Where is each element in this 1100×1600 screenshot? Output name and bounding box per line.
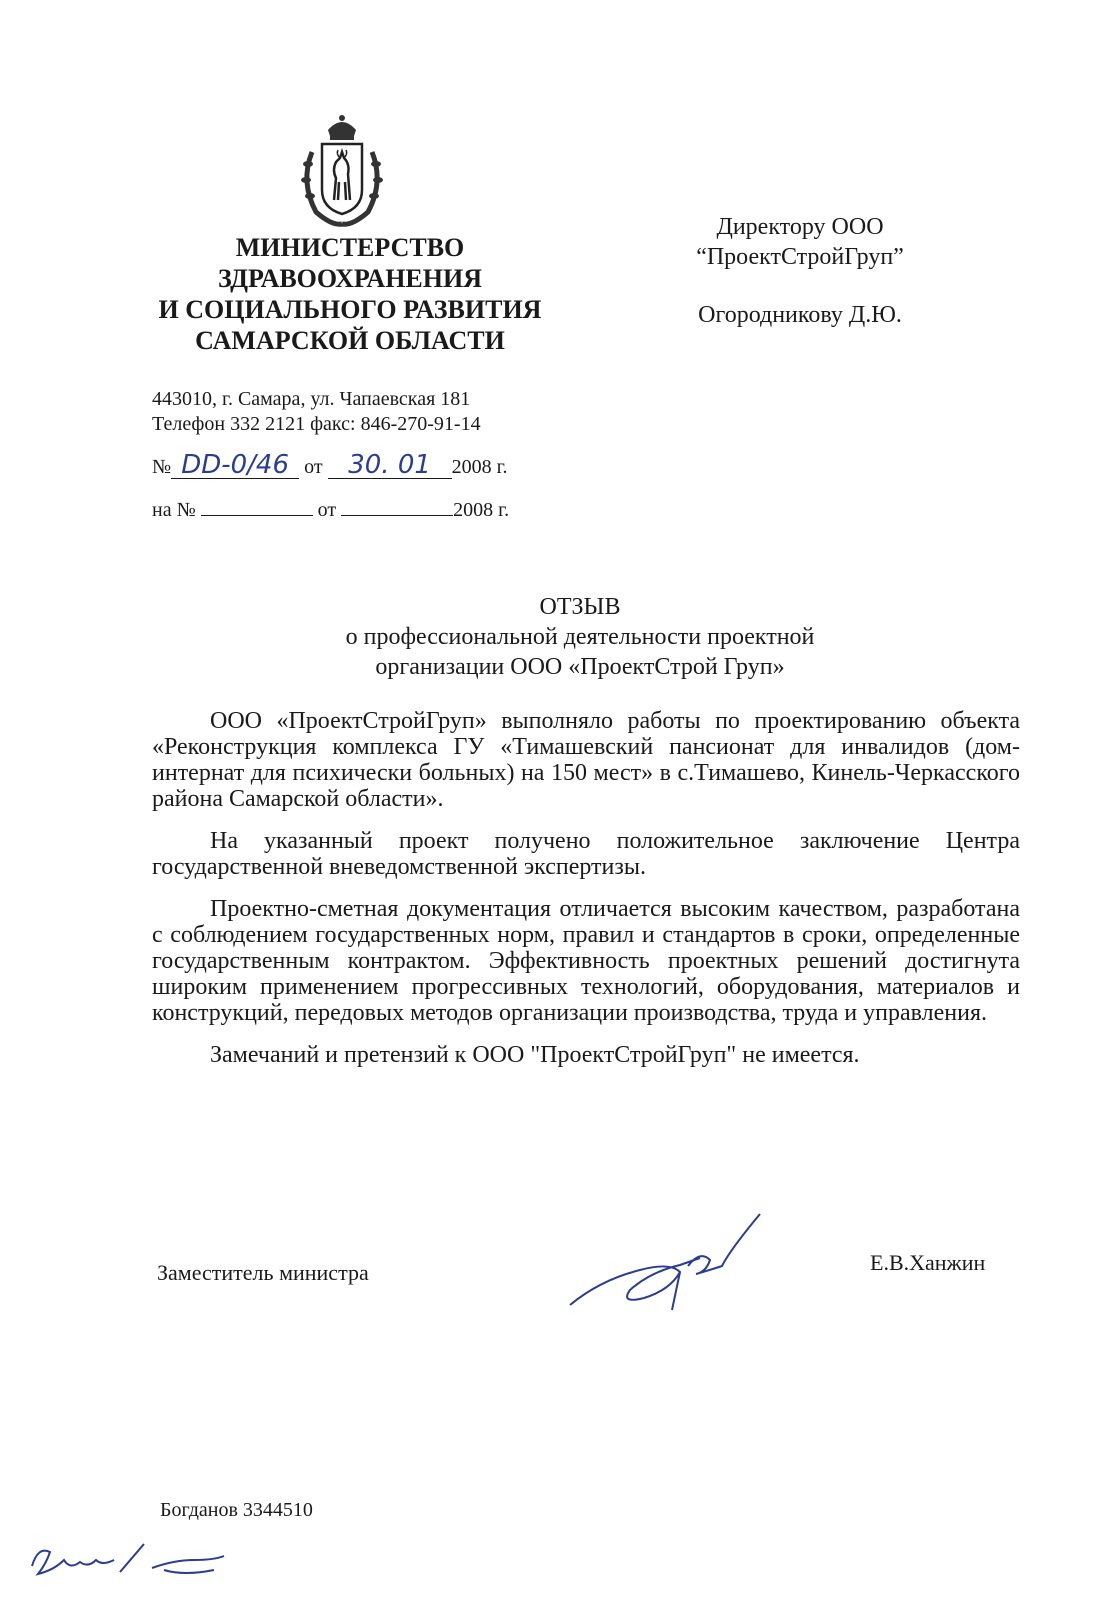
- body-paragraph: Проектно-сметная документация отличается высоким качеством, разработана с соблюдением государственных норм, правил и стандартов в сроки, определенные государственным контрактом. Эффективность проектных решений достигнута широким применением прогрессивных технологий, оборудования, материалов и конструкций, передовых методов организации производства, труда и управления.: [152, 896, 1020, 1026]
- reply-number-blank: [201, 497, 313, 516]
- handwritten-signature: [560, 1210, 780, 1320]
- signatory-position: Заместитель министра: [157, 1260, 369, 1285]
- ministry-line: МИНИСТЕРСТВО: [235, 233, 465, 262]
- signatory-name: Е.В.Ханжин: [870, 1250, 986, 1275]
- from-word: от: [304, 456, 323, 478]
- year-suffix: 2008 г.: [451, 456, 508, 478]
- body-paragraph: Замечаний и претензий к ООО "ПроектСтройГруп" не имеется.: [210, 1042, 860, 1068]
- document-title: [200, 592, 960, 682]
- letter-body: [152, 708, 1020, 1084]
- reply-number-line: [152, 497, 509, 522]
- address-line: 443010, г. Самара, ул. Чапаевская 181: [152, 388, 471, 410]
- body-paragraph: ООО «ПроектСтройГруп» выполняло работы по проектированию объекта «Реконструкция комплекса ГУ «Тимашевский пансионат для инвалидов (дом-интернат для психически больных) на 150 мест» в с.Тимашево, Кинель-Черкасского района Самарской области».: [152, 708, 1020, 812]
- ministry-address: [152, 387, 481, 437]
- number-prefix: №: [152, 456, 172, 478]
- reply-date-blank: [341, 497, 453, 516]
- reply-year-suffix: 2008 г.: [453, 499, 510, 521]
- executor-contact: Богданов 3344510: [160, 1499, 313, 1521]
- coat-of-arms-icon: [292, 112, 392, 232]
- handwritten-date: 30. 01: [328, 452, 452, 479]
- addressee-line: Директору ООО: [716, 214, 884, 240]
- reply-from-word: от: [317, 499, 337, 521]
- ministry-line: САМАРСКОЙ ОБЛАСТИ: [195, 326, 505, 355]
- title-subline: о профессиональной деятельности проектной: [345, 624, 815, 650]
- outgoing-number-line: [152, 452, 508, 479]
- ministry-line: И СОЦИАЛЬНОГО РАЗВИТИЯ: [158, 295, 542, 324]
- handwritten-initials: [24, 1530, 254, 1590]
- handwritten-number: DD-0/46: [171, 452, 299, 479]
- title-subline: организации ООО «ПроектСтрой Груп»: [375, 654, 785, 680]
- body-paragraph: На указанный проект получено положительное заключение Центра государственной вневедомственной экспертизы.: [152, 828, 1020, 880]
- title-heading: ОТЗЫВ: [539, 594, 621, 620]
- ministry-line: ЗДРАВООХРАНЕНИЯ: [217, 264, 482, 293]
- addressee-name: Огородникову Д.Ю.: [698, 302, 902, 328]
- addressee-block: [660, 212, 940, 330]
- phone-fax-line: Телефон 332 2121 факс: 846-270-91-14: [152, 413, 481, 435]
- reply-prefix: на №: [152, 499, 196, 521]
- addressee-company: “ПроектСтройГруп”: [696, 244, 904, 270]
- ministry-name: [140, 232, 560, 356]
